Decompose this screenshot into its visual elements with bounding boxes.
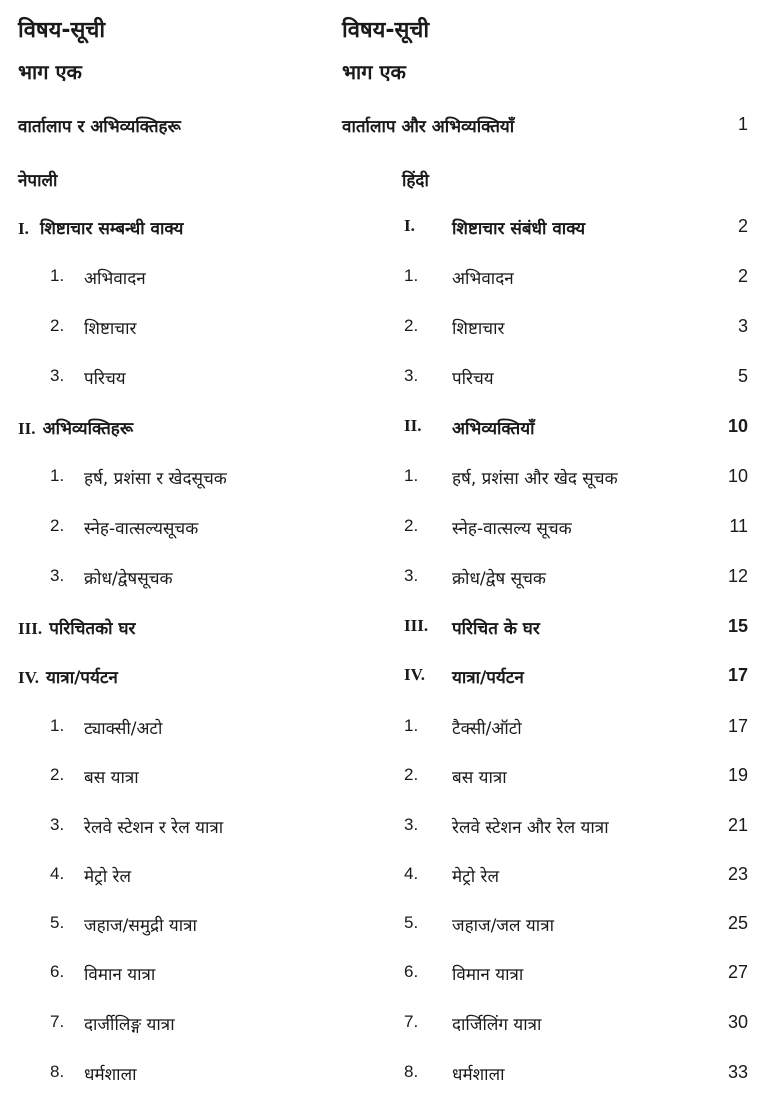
page-number: 33 — [727, 1062, 748, 1082]
item-number: 1. — [404, 716, 419, 735]
page-number: 17 — [727, 716, 748, 736]
page-number: 27 — [727, 962, 748, 982]
roman-numeral: IV. — [404, 665, 425, 684]
left-item: 1. अभिवादन — [50, 266, 146, 289]
right-title: विषय-सूची — [342, 18, 430, 43]
page-number: 25 — [727, 913, 748, 933]
left-item: 4. मेट्रो रेल — [50, 864, 132, 887]
page-number: 21 — [727, 815, 748, 835]
page-number: 5 — [737, 366, 748, 386]
left-section-ii — [18, 416, 133, 439]
left-section-i — [18, 216, 183, 239]
item-number: 3. — [404, 366, 419, 385]
roman-numeral: III. — [18, 619, 43, 638]
roman-numeral: I. — [404, 216, 415, 235]
item-number: 3. — [404, 566, 419, 585]
item-number: 2. — [404, 316, 419, 335]
roman-numeral: III. — [404, 616, 429, 635]
left-section-heading: वार्तालाप र अभिव्यक्तिहरू — [18, 117, 181, 137]
section-label: यात्रा/पर्यटन — [452, 668, 524, 688]
section-label: शिष्टाचार सम्बन्धी वाक्य — [39, 219, 184, 239]
section-label: अभिव्यक्तियाँ — [452, 419, 535, 439]
item-number: 1. — [404, 466, 419, 485]
left-item: 2. बस यात्रा — [50, 765, 139, 788]
left-item: 1. हर्ष, प्रशंसा र खेदसूचक — [50, 466, 227, 489]
page-number: 17 — [727, 665, 748, 685]
section-label: परिचितको घर — [49, 619, 136, 639]
item-number: 4. — [404, 864, 419, 883]
section-label: शिष्टाचार संबंधी वाक्य — [452, 219, 586, 239]
left-item: 3. परिचय — [50, 366, 126, 389]
item-number: 2. — [404, 765, 419, 784]
item-label: धर्मशाला — [452, 1065, 505, 1085]
right-language-label: हिंदी — [402, 171, 429, 191]
item-label: जहाज/जल यात्रा — [452, 916, 554, 936]
item-label: विमान यात्रा — [452, 965, 524, 985]
left-title: विषय-सूची — [18, 18, 106, 43]
item-number: 1. — [404, 266, 419, 285]
item-label: क्रोध/द्वेष सूचक — [452, 569, 546, 589]
item-number: 2. — [404, 516, 419, 535]
item-label: स्नेह-वात्सल्य सूचक — [452, 519, 572, 539]
page-number: 12 — [727, 566, 748, 586]
item-number: 5. — [404, 913, 419, 932]
left-item: 3. रेलवे स्टेशन र रेल यात्रा — [50, 815, 224, 838]
page-number: 10 — [727, 466, 748, 486]
page-number: 30 — [727, 1012, 748, 1032]
left-item: 2. शिष्टाचार — [50, 316, 137, 339]
left-item: 8. धर्मशाला — [50, 1062, 137, 1085]
page-number: 1 — [737, 114, 748, 134]
item-label: दार्जिलिंग यात्रा — [452, 1015, 542, 1035]
section-label: अभिव्यक्तिहरू — [42, 419, 134, 439]
left-language-label: नेपाली — [18, 171, 58, 191]
item-label: अभिवादन — [452, 269, 514, 289]
page-number: 11 — [729, 516, 748, 536]
right-part: भाग एक — [342, 60, 406, 84]
item-label: मेट्रो रेल — [452, 867, 500, 887]
item-label: बस यात्रा — [452, 768, 507, 788]
item-number: 3. — [404, 815, 419, 834]
item-number: 6. — [404, 962, 419, 981]
left-item: 3. क्रोध/द्वेषसूचक — [50, 566, 173, 589]
roman-numeral: II. — [18, 419, 36, 438]
roman-numeral: IV. — [18, 668, 39, 687]
item-label: शिष्टाचार — [452, 319, 505, 339]
page-number: 15 — [727, 616, 748, 636]
section-label: परिचित के घर — [452, 619, 540, 639]
left-section-iii — [18, 616, 135, 639]
item-label: परिचय — [452, 369, 494, 389]
left-item: 5. जहाज/समुद्री यात्रा — [50, 913, 197, 936]
right-section-heading: वार्तालाप और अभिव्यक्तियाँ — [342, 117, 515, 137]
item-label: रेलवे स्टेशन और रेल यात्रा — [452, 818, 609, 838]
page-number: 23 — [727, 864, 748, 884]
page-number: 10 — [727, 416, 748, 436]
roman-numeral: II. — [404, 416, 422, 435]
page-number: 3 — [737, 316, 748, 336]
left-item: 2. स्नेह-वात्सल्यसूचक — [50, 516, 199, 539]
item-number: 7. — [404, 1012, 419, 1031]
item-label: टैक्सी/ऑटो — [452, 719, 522, 739]
page-number: 2 — [737, 266, 748, 286]
left-item: 1. ट्याक्सी/अटो — [50, 716, 163, 739]
left-item: 6. विमान यात्रा — [50, 962, 156, 985]
item-number: 8. — [404, 1062, 419, 1081]
item-label: हर्ष, प्रशंसा और खेद सूचक — [452, 469, 618, 489]
roman-numeral: I. — [18, 219, 29, 238]
section-label: यात्रा/पर्यटन — [46, 668, 118, 688]
left-item: 7. दार्जीलिङ्ग यात्रा — [50, 1012, 175, 1035]
left-section-iv — [18, 665, 118, 688]
left-part: भाग एक — [18, 60, 82, 84]
page-number: 19 — [727, 765, 748, 785]
page-number: 2 — [737, 216, 748, 236]
